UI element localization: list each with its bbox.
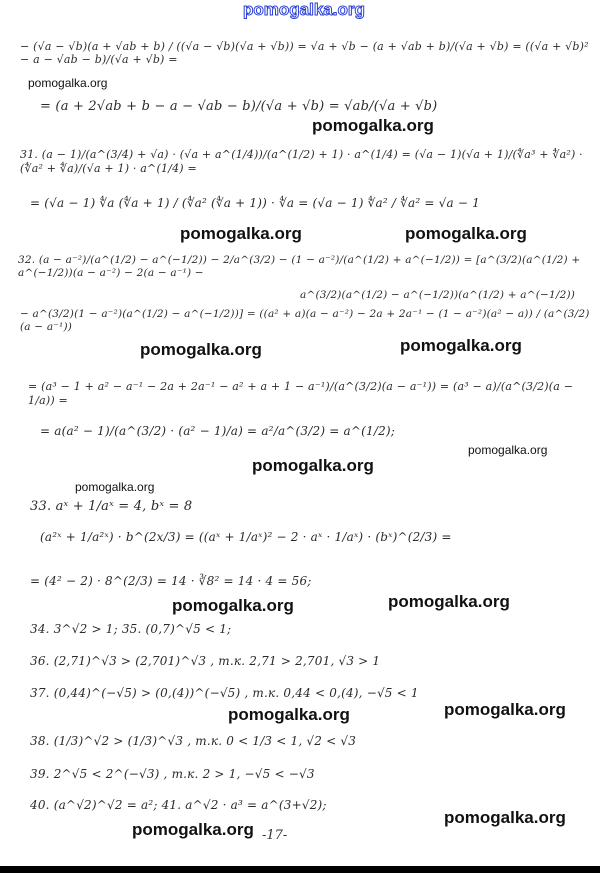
- watermark: pomogalka.org: [172, 596, 294, 615]
- watermark: pomogalka.org: [132, 820, 254, 839]
- math-line: a^(3/2)(a^(1/2) − a^(−1/2))(a^(1/2) + a^(−1/2)): [300, 289, 576, 301]
- watermark: pomogalka.org: [388, 592, 510, 611]
- math-line: = (a³ − 1 + a² − a⁻¹ − 2a + 2a⁻¹ − a² + a + 1 − a⁻¹)/(a^(3/2)(a − a⁻¹)) = (a³ − a)/(a^(3/2)(a − 1/a)) =: [28, 380, 574, 407]
- watermark: pomogalka.org: [140, 340, 262, 359]
- math-line-32: 32. (a − a⁻²)/(a^(1/2) − a^(−1/2)) − 2/a^(3/2) − (1 − a⁻²)/(a^(1/2) + a^(−1/2)) = [a^(3/2)(a^(1/2) + a^(−1/2))(a − a⁻²) − 2(a − a⁻¹) −: [18, 254, 581, 279]
- watermark: pomogalka.org: [28, 76, 108, 90]
- math-line-36: 36. (2,71)^√3 > (2,701)^√3 , т.к. 2,71 > 2,701, √3 > 1: [30, 654, 381, 668]
- math-line: = (a + 2√ab + b − a − √ab − b)/(√a + √b) = √ab/(√a + √b): [40, 99, 438, 114]
- scan-edge-bar: [0, 866, 600, 873]
- math-line: − a^(3/2)(1 − a⁻²)(a^(1/2) − a^(−1/2))] = ((a² + a)(a − a⁻²) − 2a + 2a⁻¹ − (1 − a⁻²)(a² − a)) / (a^(3/2)(a − a⁻¹)): [20, 308, 590, 333]
- watermark: pomogalka.org: [405, 224, 527, 243]
- watermark: pomogalka.org: [75, 480, 155, 494]
- watermark-top: pomogalka.org: [243, 0, 365, 19]
- math-line: (a²ˣ + 1/a²ˣ) · b^(2x/3) = ((aˣ + 1/aˣ)² − 2 · aˣ · 1/aˣ) · (bˣ)^(2/3) =: [40, 530, 452, 544]
- watermark: pomogalka.org: [400, 336, 522, 355]
- watermark: pomogalka.org: [312, 116, 434, 135]
- math-line-37: 37. (0,44)^(−√5) > (0,(4))^(−√5) , т.к. 0,44 < 0,(4), −√5 < 1: [30, 686, 419, 700]
- watermark: pomogalka.org: [180, 224, 302, 243]
- math-line: = a(a² − 1)/(a^(3/2) · (a² − 1)/a) = a²/a^(3/2) = a^(1/2);: [40, 424, 396, 438]
- math-line-33: 33. aˣ + 1/aˣ = 4, bˣ = 8: [30, 499, 193, 514]
- watermark: pomogalka.org: [468, 443, 548, 457]
- math-line: − (√a − √b)(a + √ab + b) / ((√a − √b)(√a + √b)) = √a + √b − (a + √ab + b)/(√a + √b) = ((√a + √b)² − a − √ab − b)/(√a + √b) =: [20, 40, 589, 66]
- math-line-34-35: 34. 3^√2 > 1; 35. (0,7)^√5 < 1;: [30, 622, 232, 636]
- math-line-39: 39. 2^√5 < 2^(−√3) , т.к. 2 > 1, −√5 < −√3: [30, 767, 315, 781]
- math-line-31: 31. (a − 1)/(a^(3/4) + √a) · (√a + a^(1/4))/(a^(1/2) + 1) · a^(1/4) = (√a − 1)(√a + 1)/(∜a³ + ∜a²) · (∜a² + ∜a)/(√a + 1) · a^(1/4) =: [20, 148, 583, 175]
- math-line-38: 38. (1/3)^√2 > (1/3)^√3 , т.к. 0 < 1/3 < 1, √2 < √3: [30, 734, 357, 748]
- watermark: pomogalka.org: [252, 456, 374, 475]
- math-line: = (4² − 2) · 8^(2/3) = 14 · ∛8² = 14 · 4 = 56;: [30, 574, 312, 588]
- watermark: pomogalka.org: [444, 700, 566, 719]
- watermark: pomogalka.org: [444, 808, 566, 827]
- watermark: pomogalka.org: [228, 705, 350, 724]
- math-line-40-41: 40. (a^√2)^√2 = a²; 41. a^√2 · a³ = a^(3+√2);: [30, 798, 327, 812]
- page-number: -17-: [262, 828, 288, 843]
- math-line: = (√a − 1) ∜a (∜a + 1) / (∜a² (∜a + 1)) · ∜a = (√a − 1) ∜a² / ∜a² = √a − 1: [30, 196, 480, 210]
